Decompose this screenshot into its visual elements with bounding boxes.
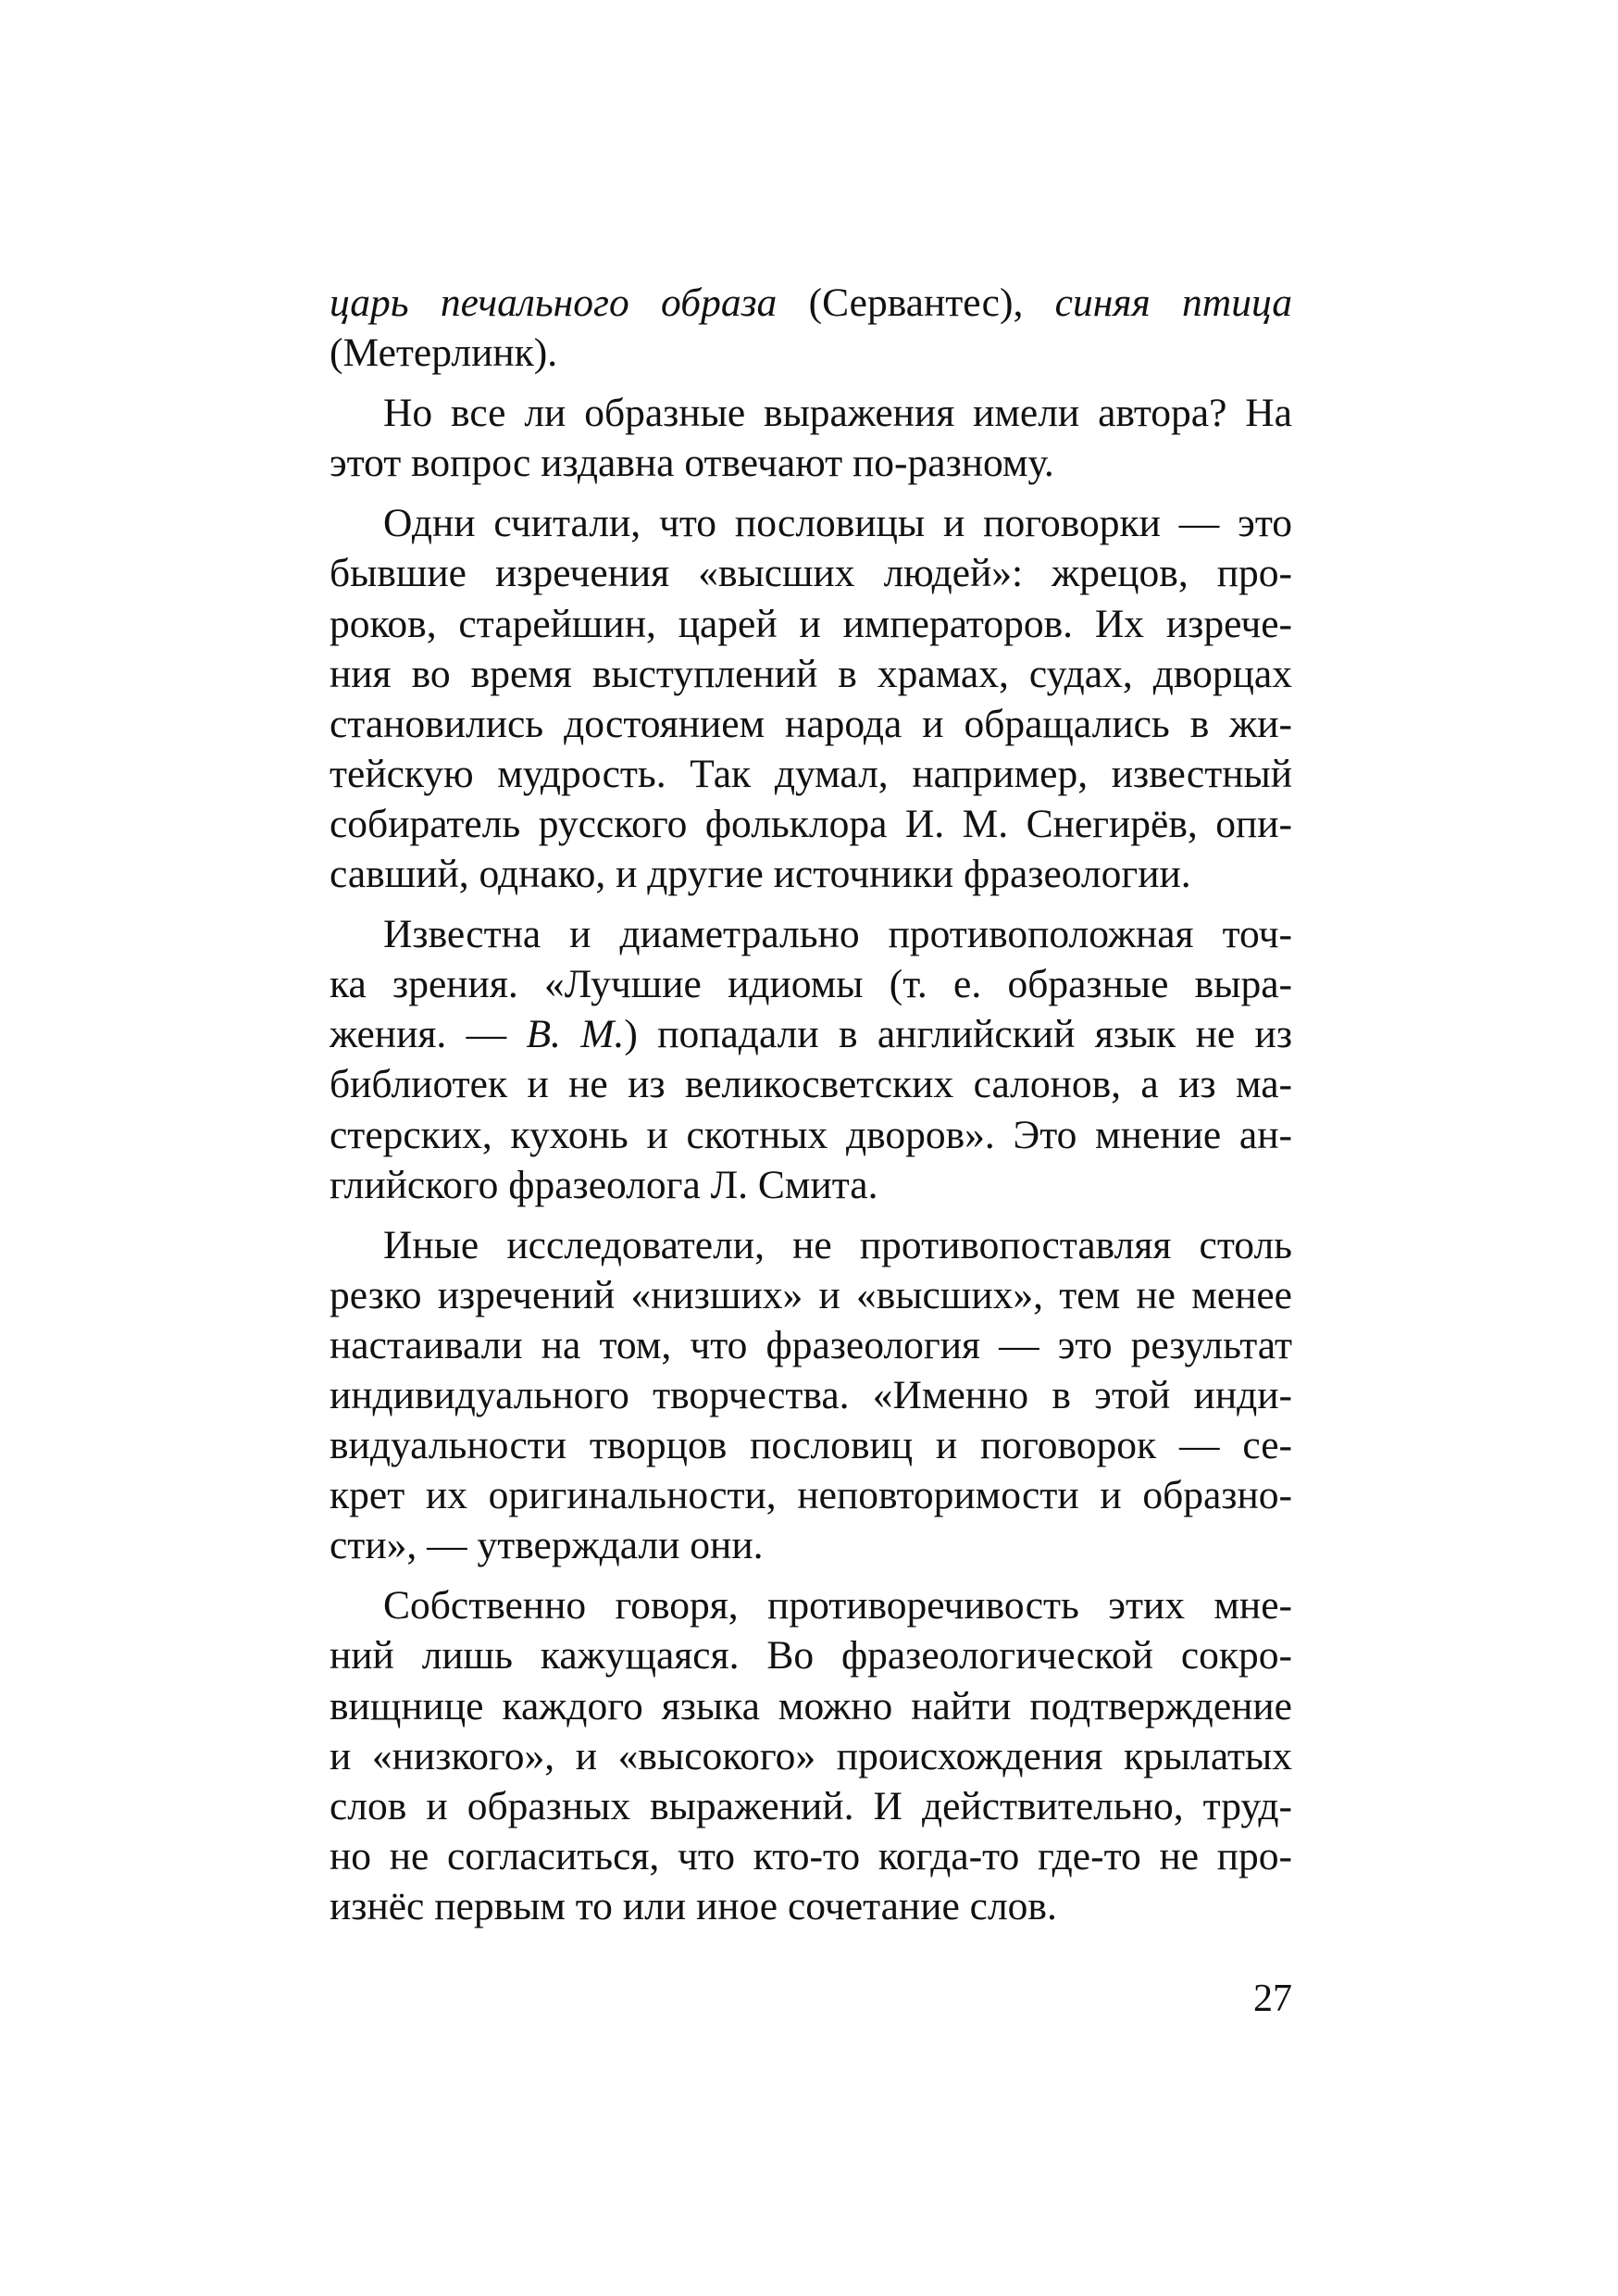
- page-number: 27: [1253, 1978, 1292, 2020]
- text-line: слов и образных выражений. И действительно, труд-: [330, 1783, 1292, 1828]
- text-line: [330, 1009, 1292, 1059]
- text-line: бывшие изречения «высших людей»: жрецов, про-: [330, 551, 1292, 596]
- text-line: Иные исследователи, не противопоставляя столь: [383, 1222, 1292, 1267]
- text-line: сти», — утверждали они.: [330, 1523, 764, 1568]
- text-line: [330, 278, 1292, 328]
- text-line: ка зрения. «Лучшие идиомы (т. е. образные выра-: [330, 962, 1292, 1007]
- text-line: роков, старейшин, царей и императоров. Их изрече-: [330, 601, 1292, 646]
- text-line: индивидуального творчества. «Именно в этой инди-: [330, 1372, 1292, 1417]
- paragraph: [330, 388, 1292, 488]
- text-line: вищнице каждого языка можно найти подтверждение: [330, 1683, 1292, 1728]
- text-line: Но все ли образные выражения имели автора? На: [383, 391, 1292, 436]
- text-line: Известна и диаметрально противоположная точ-: [383, 912, 1292, 957]
- text-line: видуальности творцов пословиц и поговорок — се-: [330, 1423, 1292, 1468]
- text-line: и «низкого», и «высокого» происхождения крылатых: [330, 1733, 1292, 1778]
- text-line: тейскую мудрость. Так думал, например, известный: [330, 751, 1292, 796]
- text-line: [330, 328, 1292, 378]
- text-span: (Метерлинк).: [330, 331, 558, 376]
- paragraph: [330, 498, 1292, 899]
- text-line: савший, однако, и другие источники фразеологии.: [330, 852, 1191, 897]
- paragraph: [330, 909, 1292, 1210]
- paragraph: [330, 1220, 1292, 1571]
- book-text: [330, 278, 1292, 1931]
- text-line: настаивали на том, что фразеология — это результат: [330, 1322, 1292, 1367]
- text-span: жения. —: [330, 1012, 527, 1057]
- text-line: Одни считали, что пословицы и поговорки — это: [383, 501, 1292, 546]
- text-line: библиотек и не из великосветских салонов, а из ма-: [330, 1062, 1292, 1107]
- text-line: этот вопрос издавна отвечают по-разному.: [330, 441, 1054, 486]
- text-line: глийского фразеолога Л. Смита.: [330, 1162, 878, 1207]
- text-line: резко изречений «низших» и «высших», тем не менее: [330, 1272, 1292, 1317]
- paragraph: [330, 1580, 1292, 1931]
- text-line: но не согласиться, что кто-то когда-то где-то не про-: [330, 1833, 1292, 1878]
- italic-initials: В. М.: [526, 1012, 625, 1057]
- text-line: становились достоянием народа и обращались в жи-: [330, 701, 1292, 746]
- italic-phrase: синяя птица: [1054, 281, 1292, 325]
- text-span: ) попадали в английский язык не из: [624, 1012, 1293, 1057]
- text-span: (Сервантес),: [777, 281, 1055, 325]
- text-line: ний лишь кажущаяся. Во фразеологической сокро-: [330, 1633, 1292, 1678]
- text-line: ния во время выступлений в храмах, судах, дворцах: [330, 651, 1292, 696]
- text-line: Собственно говоря, противоречивость этих мне-: [383, 1583, 1292, 1628]
- paragraph: [330, 278, 1292, 378]
- italic-phrase: царь печального образа: [330, 281, 778, 325]
- text-line: собиратель русского фольклора И. М. Снегирёв, опи-: [330, 801, 1292, 846]
- text-line: крет их оригинальности, неповторимости и образно-: [330, 1473, 1292, 1518]
- text-line: стерских, кухонь и скотных дворов». Это мнение ан-: [330, 1112, 1292, 1157]
- text-line: изнёс первым то или иное сочетание слов.: [330, 1883, 1057, 1928]
